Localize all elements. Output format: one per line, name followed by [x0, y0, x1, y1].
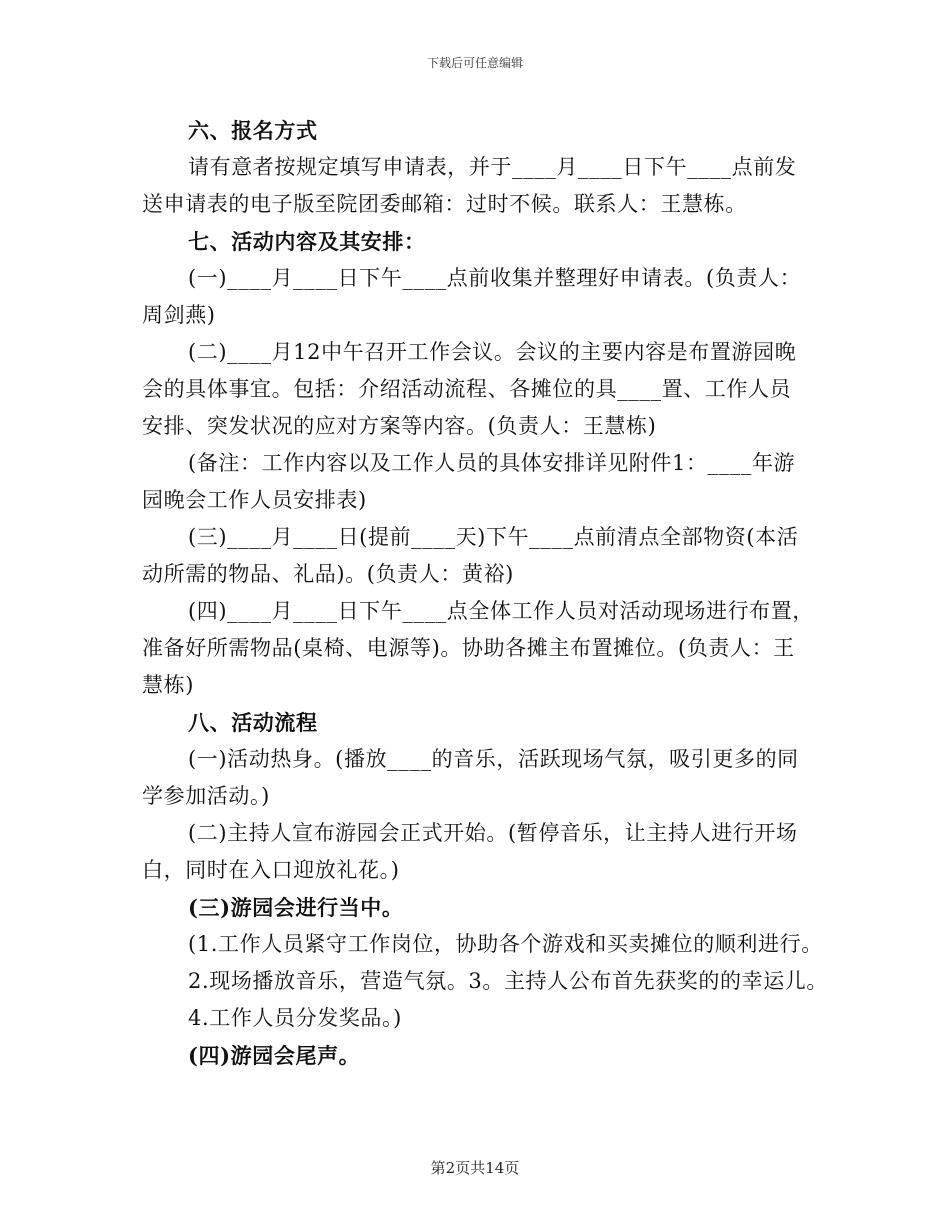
body-text-line: 4.工作人员分发奖品。) [188, 1006, 402, 1030]
body-text-line: 2.现场播放音乐，营造气氛。3。主持人公布首先获奖的的幸运儿。 [188, 969, 828, 993]
section-heading: (四)游园会尾声。 [188, 1043, 361, 1068]
body-text-line: (四)____月____日下午____点全体工作人员对活动现场进行布置， [188, 599, 814, 623]
section-heading: 七、活动内容及其安排： [188, 229, 426, 254]
body-text-line: 白，同时在入口迎放礼花。) [142, 858, 400, 882]
body-text-line: 请有意者按规定填写申请表，并于____月____日下午____点前发 [188, 155, 797, 179]
body-text-line: (三)____月____日(提前____天)下午____点前清点全部物资(本活 [188, 525, 799, 549]
body-text-line: (二)____月12中午召开工作会议。会议的主要内容是布置游园晚 [188, 340, 797, 364]
body-text-line: (一)____月____日下午____点前收集并整理好申请表。(负责人： [188, 266, 802, 290]
body-text-line: 动所需的物品、礼品)。(负责人：黄裕) [142, 562, 514, 586]
body-text-line: 周剑燕) [142, 303, 216, 327]
section-heading: 八、活动流程 [188, 710, 318, 735]
body-text-line: (二)主持人宣布游园会正式开始。(暂停音乐，让主持人进行开场 [188, 821, 798, 845]
body-text-line: 送申请表的电子版至院团委邮箱：过时不候。联系人：王慧栋。 [142, 192, 747, 216]
body-text-line: (1.工作人员紧守工作岗位，协助各个游戏和买卖摊位的顺利进行。 [188, 932, 823, 956]
body-text-line: (备注：工作内容以及工作人员的具体安排详见附件1：____年游 [188, 451, 796, 475]
document-body [142, 112, 828, 1074]
body-text-line: 学参加活动。) [142, 784, 270, 808]
body-text-line: (一)活动热身。(播放____的音乐，活跃现场气氛，吸引更多的同 [188, 747, 799, 771]
body-text-line: 会的具体事宜。包括：介绍活动流程、各摊位的具____置、工作人员 [142, 377, 792, 401]
page-header-note: 下载后可任意编辑 [426, 56, 523, 70]
section-heading: (三)游园会进行当中。 [188, 895, 404, 920]
body-text-line: 园晚会工作人员安排表) [142, 488, 367, 512]
body-text-line: 慧栋) [142, 673, 194, 697]
body-text-line: 准备好所需物品(桌椅、电源等)。协助各摊主布置摊位。(负责人：王 [142, 636, 795, 660]
body-text-line: 安排、突发状况的应对方案等内容。(负责人：王慧栋) [142, 414, 657, 438]
page-number: 第2页共14页 [430, 1159, 520, 1177]
section-heading: 六、报名方式 [188, 118, 318, 143]
